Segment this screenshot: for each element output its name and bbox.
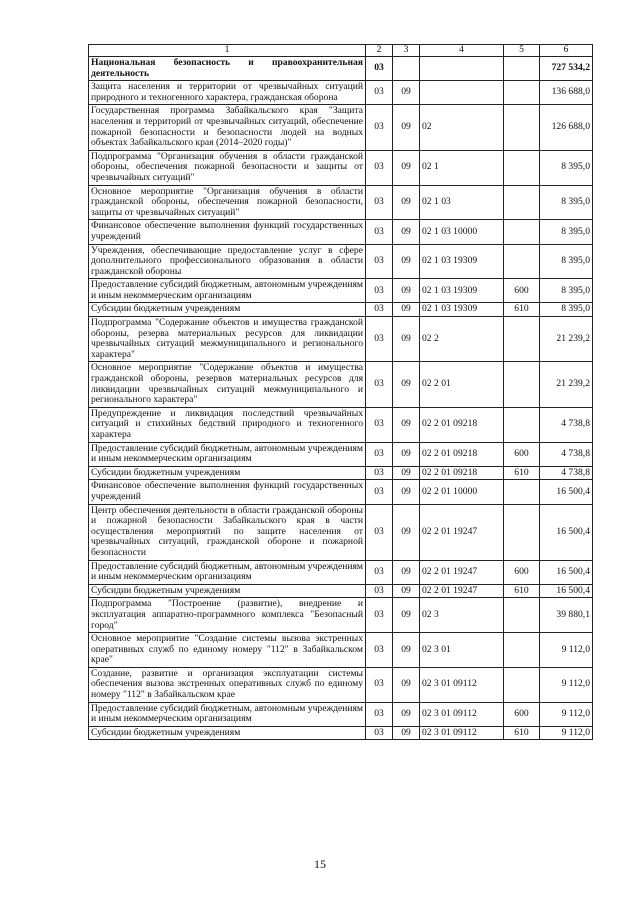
table-row: [89, 726, 593, 740]
row-name: Основное мероприятие "Создание системы вызова экстренных оперативных служб по единому номеру "112" в Забайкальском крае": [89, 633, 366, 668]
row-amount: 39 880,1: [540, 598, 593, 633]
row-expense-type: [504, 362, 540, 407]
page-number: 15: [314, 857, 326, 871]
row-name: Предоставление субсидий бюджетным, автономным учреждениям и иным некоммерческим организациям: [89, 702, 366, 726]
table-row: [89, 584, 593, 598]
row-section-code: 03: [366, 667, 393, 702]
column-header: 2: [366, 45, 393, 57]
row-expense-type: [504, 504, 540, 560]
table-row: [89, 667, 593, 702]
row-amount: 9 112,0: [540, 667, 593, 702]
row-subsection-code: 09: [393, 362, 420, 407]
row-amount: 21 239,2: [540, 362, 593, 407]
row-subsection-code: 09: [393, 81, 420, 105]
row-amount: 8 395,0: [540, 303, 593, 317]
row-subsection-code: 09: [393, 442, 420, 466]
row-section-code: 03: [366, 279, 393, 303]
column-header: 5: [504, 45, 540, 57]
row-section-code: 03: [366, 726, 393, 740]
row-subsection-code: 09: [393, 407, 420, 442]
table-row: [89, 220, 593, 244]
row-section-code: 03: [366, 466, 393, 480]
row-target-article: 02 1 03 19309: [420, 279, 504, 303]
row-section-code: 03: [366, 362, 393, 407]
row-subsection-code: 09: [393, 560, 420, 584]
column-header: 4: [420, 45, 504, 57]
document-page: [88, 44, 592, 740]
row-target-article: 02 3 01 09112: [420, 726, 504, 740]
row-amount: 4 738,8: [540, 407, 593, 442]
row-target-article: 02 1 03 10000: [420, 220, 504, 244]
row-name: Предоставление субсидий бюджетным, автономным учреждениям и иным некоммерческим организациям: [89, 442, 366, 466]
row-section-code: 03: [366, 57, 393, 81]
table-row: [89, 442, 593, 466]
row-section-code: 03: [366, 317, 393, 362]
column-header: 1: [89, 45, 366, 57]
row-subsection-code: 09: [393, 150, 420, 185]
row-name: Субсидии бюджетным учреждениям: [89, 303, 366, 317]
row-target-article: 02 3 01 09112: [420, 702, 504, 726]
row-name: Основное мероприятие "Содержание объектов и имущества гражданской обороны, резервов материальных ресурсов для ликвидации чрезвычайных ситуаций межмуниципального и регионального характера": [89, 362, 366, 407]
row-target-article: 02 2: [420, 317, 504, 362]
row-expense-type: 610: [504, 466, 540, 480]
row-expense-type: [504, 81, 540, 105]
row-target-article: 02 2 01 09218: [420, 466, 504, 480]
row-expense-type: [504, 633, 540, 668]
row-name: Подпрограмма "Построение (развитие), внедрение и эксплуатация аппаратно-программного комплекса "Безопасный город": [89, 598, 366, 633]
row-amount: 16 500,4: [540, 504, 593, 560]
row-name: Подпрограмма "Содержание объектов и имущества гражданской обороны, резерва материальных ресурсов для ликвидации чрезвычайных ситуаций межмуниципального и регионального характера": [89, 317, 366, 362]
row-section-code: 03: [366, 504, 393, 560]
row-name: Национальная безопасность и правоохранительная деятельность: [89, 57, 366, 81]
row-expense-type: [504, 480, 540, 504]
row-amount: 21 239,2: [540, 317, 593, 362]
row-target-article: 02 2 01 19247: [420, 504, 504, 560]
row-subsection-code: 09: [393, 317, 420, 362]
row-subsection-code: 09: [393, 303, 420, 317]
row-section-code: 03: [366, 81, 393, 105]
row-name: Центр обеспечения деятельности в области гражданской обороны и пожарной безопасности Забайкальского края в части осуществления мероприятий по защите населения от чрезвычайных ситуаций, гражданской обороне и пожарной безопасности: [89, 504, 366, 560]
table-row: [89, 702, 593, 726]
row-amount: 9 112,0: [540, 726, 593, 740]
row-expense-type: [504, 598, 540, 633]
row-expense-type: [504, 57, 540, 81]
row-expense-type: [504, 407, 540, 442]
row-expense-type: [504, 317, 540, 362]
row-expense-type: [504, 667, 540, 702]
row-section-code: 03: [366, 303, 393, 317]
row-subsection-code: 09: [393, 702, 420, 726]
table-row: [89, 105, 593, 150]
row-subsection-code: 09: [393, 244, 420, 279]
row-subsection-code: 09: [393, 105, 420, 150]
table-row: [89, 480, 593, 504]
row-amount: 126 688,0: [540, 105, 593, 150]
row-subsection-code: 09: [393, 480, 420, 504]
row-section-code: 03: [366, 702, 393, 726]
row-subsection-code: 09: [393, 633, 420, 668]
row-amount: 8 395,0: [540, 185, 593, 220]
table-row: [89, 560, 593, 584]
row-section-code: 03: [366, 584, 393, 598]
row-target-article: 02 2 01: [420, 362, 504, 407]
row-amount: 4 738,8: [540, 466, 593, 480]
row-target-article: 02 3 01 09112: [420, 667, 504, 702]
table-row: [89, 57, 593, 81]
column-header: 3: [393, 45, 420, 57]
row-subsection-code: 09: [393, 220, 420, 244]
row-subsection-code: 09: [393, 598, 420, 633]
table-row: [89, 504, 593, 560]
row-name: Финансовое обеспечение выполнения функций государственных учреждений: [89, 480, 366, 504]
table-row: [89, 598, 593, 633]
row-expense-type: [504, 185, 540, 220]
row-name: Предупреждение и ликвидация последствий чрезвычайных ситуаций и стихийных бедствий природного и техногенного характера: [89, 407, 366, 442]
row-amount: 8 395,0: [540, 279, 593, 303]
table-row: [89, 466, 593, 480]
row-name: Учреждения, обеспечивающие предоставление услуг в сфере дополнительного профессионального образования в области гражданской обороны: [89, 244, 366, 279]
row-section-code: 03: [366, 150, 393, 185]
row-amount: 8 395,0: [540, 220, 593, 244]
column-header: 6: [540, 45, 593, 57]
row-expense-type: 610: [504, 303, 540, 317]
row-amount: 9 112,0: [540, 633, 593, 668]
row-amount: 4 738,8: [540, 442, 593, 466]
row-target-article: 02: [420, 105, 504, 150]
row-name: Субсидии бюджетным учреждениям: [89, 584, 366, 598]
row-expense-type: 610: [504, 584, 540, 598]
row-target-article: 02 1 03: [420, 185, 504, 220]
row-expense-type: 600: [504, 279, 540, 303]
row-subsection-code: 09: [393, 279, 420, 303]
row-target-article: 02 2 01 19247: [420, 560, 504, 584]
row-subsection-code: 09: [393, 667, 420, 702]
row-target-article: 02 1 03 19309: [420, 244, 504, 279]
row-name: Защита населения и территории от чрезвычайных ситуаций природного и техногенного характера, гражданская оборона: [89, 81, 366, 105]
row-subsection-code: 09: [393, 185, 420, 220]
row-name: Создание, развитие и организация эксплуатации системы обеспечения вызова экстренных оперативных служб по единому номеру "112" в Забайкальском крае: [89, 667, 366, 702]
row-amount: 16 500,4: [540, 560, 593, 584]
row-subsection-code: 09: [393, 466, 420, 480]
row-target-article: 02 2 01 09218: [420, 442, 504, 466]
row-subsection-code: 09: [393, 726, 420, 740]
row-expense-type: 600: [504, 442, 540, 466]
row-target-article: [420, 81, 504, 105]
row-name: Субсидии бюджетным учреждениям: [89, 726, 366, 740]
table-header-row: [89, 45, 593, 57]
row-amount: 136 688,0: [540, 81, 593, 105]
table-row: [89, 150, 593, 185]
row-amount: 9 112,0: [540, 702, 593, 726]
row-amount: 16 500,4: [540, 480, 593, 504]
row-section-code: 03: [366, 220, 393, 244]
row-target-article: 02 1: [420, 150, 504, 185]
row-target-article: 02 3 01: [420, 633, 504, 668]
row-section-code: 03: [366, 560, 393, 584]
table-row: [89, 81, 593, 105]
row-amount: 8 395,0: [540, 244, 593, 279]
row-name: Субсидии бюджетным учреждениям: [89, 466, 366, 480]
row-target-article: 02 2 01 19247: [420, 584, 504, 598]
row-amount: 727 534,2: [540, 57, 593, 81]
row-subsection-code: [393, 57, 420, 81]
table-row: [89, 407, 593, 442]
row-expense-type: 600: [504, 560, 540, 584]
table-row: [89, 303, 593, 317]
row-section-code: 03: [366, 244, 393, 279]
row-subsection-code: 09: [393, 584, 420, 598]
table-row: [89, 633, 593, 668]
row-target-article: 02 3: [420, 598, 504, 633]
row-expense-type: [504, 220, 540, 244]
row-target-article: 02 2 01 10000: [420, 480, 504, 504]
row-amount: 8 395,0: [540, 150, 593, 185]
row-section-code: 03: [366, 598, 393, 633]
row-name: Предоставление субсидий бюджетным, автономным учреждениям и иным некоммерческим организациям: [89, 279, 366, 303]
row-name: Основное мероприятие "Организация обучения в области гражданской обороны, обеспечения пожарной безопасности, защиты от чрезвычайных ситуаций": [89, 185, 366, 220]
row-section-code: 03: [366, 185, 393, 220]
row-section-code: 03: [366, 105, 393, 150]
row-section-code: 03: [366, 633, 393, 668]
row-expense-type: 600: [504, 702, 540, 726]
row-amount: 16 500,4: [540, 584, 593, 598]
row-target-article: 02 2 01 09218: [420, 407, 504, 442]
row-section-code: 03: [366, 442, 393, 466]
table-row: [89, 317, 593, 362]
table-row: [89, 185, 593, 220]
row-target-article: 02 1 03 19309: [420, 303, 504, 317]
row-name: Финансовое обеспечение выполнения функций государственных учреждений: [89, 220, 366, 244]
row-subsection-code: 09: [393, 504, 420, 560]
row-expense-type: 610: [504, 726, 540, 740]
row-expense-type: [504, 244, 540, 279]
row-expense-type: [504, 105, 540, 150]
table-row: [89, 244, 593, 279]
row-expense-type: [504, 150, 540, 185]
row-name: Подпрограмма "Организация обучения в области гражданской обороны, обеспечения пожарной безопасности и защиты от чрезвычайных ситуаций": [89, 150, 366, 185]
row-name: Государственная программа Забайкальского края "Защита населения и территорий от чрезвычайных ситуаций, обеспечение пожарной безопасности и безопасности людей на водных объектах Забайкальского края (2014–2020 годы)": [89, 105, 366, 150]
row-section-code: 03: [366, 480, 393, 504]
row-section-code: 03: [366, 407, 393, 442]
table-row: [89, 362, 593, 407]
row-name: Предоставление субсидий бюджетным, автономным учреждениям и иным некоммерческим организациям: [89, 560, 366, 584]
row-target-article: [420, 57, 504, 81]
budget-table: [88, 44, 593, 740]
table-row: [89, 279, 593, 303]
